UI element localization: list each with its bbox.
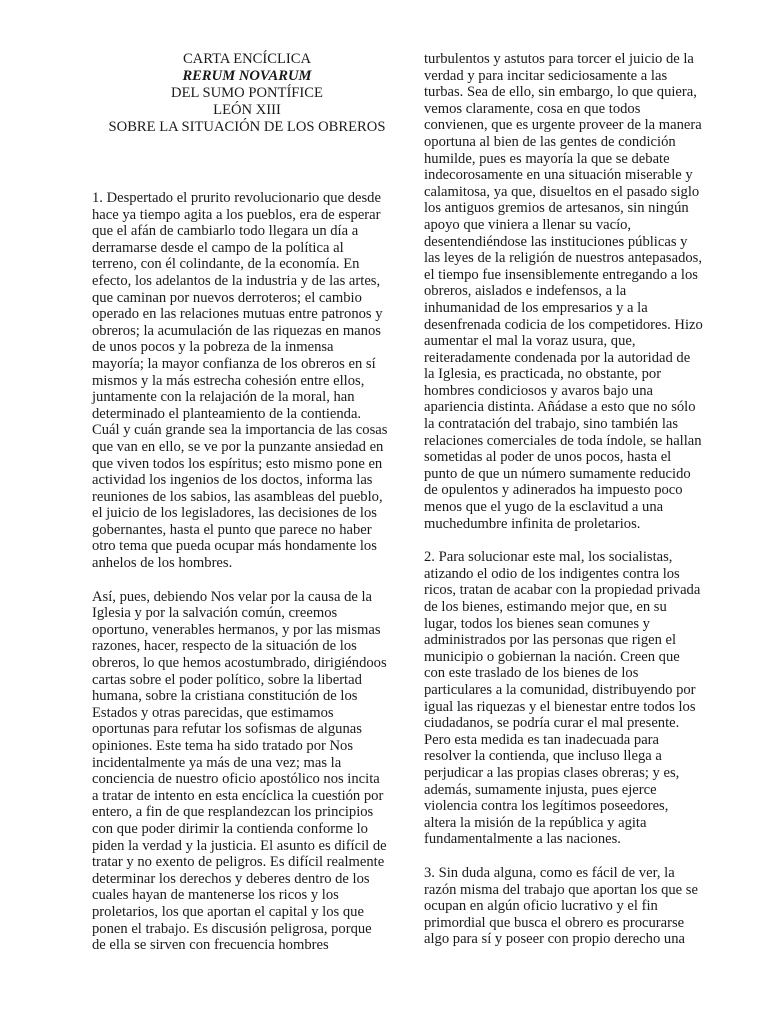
paragraph-asi-pues: Así, pues, debiendo Nos velar por la causa de la Iglesia y por la salvación común, creemos oportuno, venerables hermanos, y por las mismas razones, hacer, respecto de la situación de los obreros, lo que hemos acostumbrado, dirigiéndoos cartas sobre el poder político, sobre la libertad humana, sobre la cristiana constitución de los Estados y otras parecidas, que estimamos oportunas para refutar los sofismas de algunas opiniones. Este tema ha sido tratado por Nos incidentalmente ya más de una vez; mas la conciencia de nuestro oficio apostólico nos incita a tratar de intento en esta encíclica la cuestión por entero, a fin de que resplandezcan los principios con que poder dirimir la contienda conforme lo piden la verdad y la justicia. El asunto es difícil de tratar y no exento de peligros. Es difícil realmente determinar los derechos y deberes dentro de los cuales hayan de mantenerse los ricos y los proletarios, los que aportan el capital y los que ponen el trabajo. Es discusión peligrosa, porque de ella se sirven con frecuencia hombres: [92, 588, 387, 954]
title-rerum-novarum: RERUM NOVARUM: [182, 68, 312, 84]
title-line-subject: SOBRE LA SITUACIÓN DE LOS OBREROS: [108, 119, 386, 135]
left-column: [92, 51, 402, 954]
paragraph-1: 1. Despertado el prurito revolucionario que desde hace ya tiempo agita a los pueblos, era de esperar que el afán de cambiarlo todo llegara un día a derramarse desde el campo de la política al terreno, con él colindante, de la economía. En efecto, los adelantos de la industria y de las artes, que caminan por nuevos derroteros; el cambio operado en las relaciones mutuas entre patronos y obreros; la acumulación de las riquezas en manos de unos pocos y la pobreza de la inmensa mayoría; la mayor confianza de los obreros en sí mismos y la más estrecha cohesión entre ellos, juntamente con la relajación de la moral, han determinado el planteamiento de la contienda. Cuál y cuán grande sea la importancia de las cosas que van en ello, se ve por la punzante ansiedad en que viven todos los espíritus; esto mismo pone en actividad los ingenios de los doctos, informa las reuniones de los sabios, las asambleas del pueblo, el juicio de los legisladores, las decisiones de los gobernantes, hasta el punto que parece no haber otro tema que pueda ocupar más hondamente los anhelos de los hombres.: [92, 190, 388, 572]
title-line-carta: CARTA ENCÍCLICA: [182, 51, 312, 67]
title-line-leon: LEÓN XIII: [213, 102, 281, 118]
title-line-pontifice: DEL SUMO PONTÍFICE: [171, 85, 323, 101]
paragraph-2: 2. Para solucionar este mal, los socialistas, atizando el odio de los indigentes contra los ricos, tratan de acabar con la propiedad privada de los bienes, estimando mejor que, en su lugar, todos los bienes sean comunes y administrados por las personas que rigen el municipio o gobiernan la nación. Creen que con este traslado de los bienes de los particulares a la comunidad, distribuyendo por igual las riquezas y el bienestar entre todos los ciudadanos, se podría curar el mal presente. Pero esta medida es tan inadecuada para resolver la contienda, que incluso llega a perjudicar a las propias clases obreras; y es, además, sumamente injusta, pues ejerce violencia contra los legítimos poseedores, altera la misión de la república y agita fundamentalmente a las naciones.: [424, 549, 701, 848]
right-column: [424, 51, 716, 948]
document-title-block: [92, 51, 402, 136]
paragraph-3: 3. Sin duda alguna, como es fácil de ver, la razón misma del trabajo que aportan los que se ocupan en algún oficio lucrativo y el fin primordial que busca el obrero es procurarse algo para sí y poseer con propio derecho una: [424, 864, 698, 948]
paragraph-continuation: turbulentos y astutos para torcer el juicio de la verdad y para incitar sediciosamente a las turbas. Sea de ello, sin embargo, lo que quiera, vemos claramente, cosa en que todos convienen, que es urgente proveer de la manera oportuna al bien de las gentes de condición humilde, pues es mayoría la que se debate indecorosamente en una situación miserable y calamitosa, ya que, disueltos en el pasado siglo los antiguos gremios de artesanos, sin ningún apoyo que viniera a llenar su vacío, desentendiéndose las instituciones públicas y las leyes de la religión de nuestros antepasados, el tiempo fue insensiblemente entregando a los obreros, aislados e indefensos, a la inhumanidad de los empresarios y a la desenfrenada codicia de los competidores. Hizo aumentar el mal la voraz usura, que, reiteradamente condenada por la autoridad de la Iglesia, es practicada, no obstante, por hombres condiciosos y avaros bajo una apariencia distinta. Añádase a esto que no sólo la contratación del trabajo, sino también las relaciones comerciales de toda índole, se hallan sometidas al poder de unos pocos, hasta el punto de que un número sumamente reducido de opulentos y adinerados ha impuesto poco menos que el yugo de la esclavitud a una muchedumbre infinita de proletarios.: [424, 51, 703, 532]
